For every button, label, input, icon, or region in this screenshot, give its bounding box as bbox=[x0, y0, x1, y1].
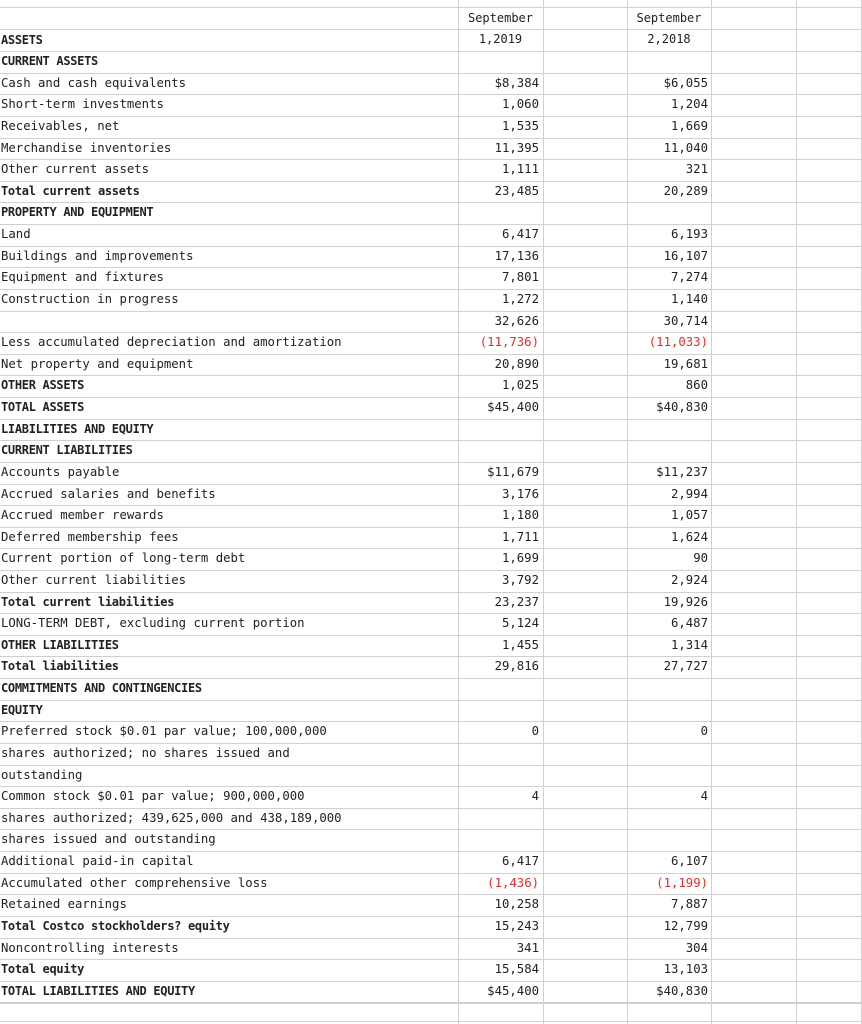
table-row bbox=[0, 440, 862, 462]
table-row bbox=[0, 30, 862, 52]
table-row bbox=[0, 808, 862, 830]
cell-2018[interactable]: $40,830 bbox=[656, 983, 708, 998]
row-label[interactable]: Other current liabilities bbox=[1, 573, 187, 587]
table-row bbox=[0, 656, 862, 678]
row-label[interactable]: PROPERTY AND EQUIPMENT bbox=[1, 205, 154, 220]
row-label[interactable]: Total liabilities bbox=[1, 659, 119, 674]
row-label[interactable]: ASSETS bbox=[1, 32, 43, 47]
table-row bbox=[0, 851, 862, 873]
cell-2019[interactable]: 5,124 bbox=[501, 616, 539, 631]
row-label[interactable]: LONG-TERM DEBT, excluding current portion bbox=[1, 616, 305, 631]
cell-2018[interactable]: $6,055 bbox=[663, 75, 708, 90]
table-row bbox=[0, 765, 862, 787]
table-row bbox=[0, 548, 862, 570]
cell-2018[interactable]: 20,289 bbox=[663, 183, 708, 198]
cell-2018[interactable]: 1,314 bbox=[670, 637, 708, 652]
cell-2019[interactable]: 29,816 bbox=[494, 659, 539, 674]
cell-2018[interactable]: 1,140 bbox=[670, 291, 708, 306]
cell-2019[interactable]: 1,711 bbox=[501, 529, 539, 544]
table-row bbox=[0, 743, 862, 765]
row-label[interactable]: TOTAL LIABILITIES AND EQUITY bbox=[1, 983, 195, 998]
row-label[interactable]: OTHER LIABILITIES bbox=[1, 637, 119, 652]
cell-2019[interactable]: 4 bbox=[531, 789, 539, 804]
row-label[interactable]: Total current liabilities bbox=[1, 594, 175, 609]
row-label[interactable]: COMMITMENTS AND CONTINGENCIES bbox=[1, 681, 202, 696]
table-row bbox=[0, 484, 862, 506]
table-row bbox=[0, 635, 862, 657]
cell-2019[interactable]: $8,384 bbox=[494, 75, 539, 90]
table-row bbox=[0, 829, 862, 851]
cell-2018[interactable]: 27,727 bbox=[663, 659, 708, 674]
row-label[interactable]: Total Costco stockholders? equity bbox=[1, 918, 230, 933]
row-label[interactable]: Accumulated other comprehensive loss bbox=[1, 875, 268, 890]
cell-2019[interactable]: 15,243 bbox=[494, 918, 539, 933]
cell-2019[interactable]: 1,272 bbox=[501, 291, 539, 306]
cell-2018[interactable]: 1,204 bbox=[670, 97, 708, 112]
table-row bbox=[0, 916, 862, 938]
row-label[interactable]: EQUITY bbox=[1, 702, 43, 717]
row-label[interactable]: Land bbox=[1, 227, 31, 242]
column-header-2019: September 1,2019 bbox=[467, 11, 534, 46]
cell-2019[interactable]: $45,400 bbox=[487, 400, 539, 415]
cell-2018[interactable]: 6,193 bbox=[670, 227, 708, 242]
cell-2019[interactable]: 0 bbox=[531, 724, 539, 739]
table-row bbox=[0, 94, 862, 116]
cell-2019[interactable]: 1,699 bbox=[501, 551, 539, 566]
table-row bbox=[0, 73, 862, 95]
cell-2019[interactable]: 7,801 bbox=[501, 270, 539, 285]
table-row bbox=[0, 786, 862, 808]
table-row bbox=[0, 354, 862, 376]
cell-2018[interactable]: $40,830 bbox=[656, 400, 708, 415]
row-label[interactable]: CURRENT ASSETS bbox=[1, 54, 98, 69]
row-label[interactable]: Total equity bbox=[1, 962, 85, 977]
cell-2019[interactable]: 1,180 bbox=[501, 508, 539, 523]
table-row bbox=[0, 592, 862, 614]
cell-2019[interactable]: 3,176 bbox=[501, 486, 539, 501]
cell-2018[interactable]: 860 bbox=[685, 378, 708, 393]
cell-2019[interactable]: 6,417 bbox=[501, 854, 539, 869]
column-header-2018: September 2,2018 bbox=[636, 11, 702, 46]
row-label[interactable]: Other current assets bbox=[1, 162, 150, 177]
table-row bbox=[0, 246, 862, 268]
cell-2018[interactable]: 2,924 bbox=[670, 573, 708, 587]
row-label[interactable]: OTHER ASSETS bbox=[1, 378, 85, 393]
cell-2018[interactable]: 2,994 bbox=[670, 486, 708, 501]
row-label[interactable]: Preferred stock $0.01 par value; 100,000,000 bbox=[1, 724, 327, 739]
table-row bbox=[0, 462, 862, 484]
cell-2018[interactable]: 30,714 bbox=[663, 313, 708, 328]
cell-2019[interactable]: 10,258 bbox=[494, 897, 539, 912]
table-row bbox=[0, 419, 862, 441]
cell-2018[interactable]: 1,624 bbox=[670, 529, 708, 544]
row-label[interactable]: Net property and equipment bbox=[1, 356, 194, 371]
cell-2018[interactable]: 11,040 bbox=[663, 140, 708, 155]
cell-2019[interactable]: 1,025 bbox=[501, 378, 539, 393]
row-label[interactable]: Short-term investments bbox=[1, 97, 164, 112]
table-row bbox=[0, 700, 862, 722]
cell-2018[interactable]: (11,033) bbox=[648, 335, 708, 350]
cell-2019[interactable]: (11,736) bbox=[479, 335, 539, 350]
row-label[interactable]: shares authorized; 439,625,000 and 438,189,000 bbox=[1, 810, 342, 825]
grid-line bbox=[0, 7, 862, 8]
table-row bbox=[0, 224, 862, 246]
table-row bbox=[0, 267, 862, 289]
table-row bbox=[0, 181, 862, 203]
cell-2019[interactable]: 1,455 bbox=[501, 637, 539, 652]
cell-2019[interactable]: 17,136 bbox=[494, 248, 539, 263]
row-label[interactable]: Common stock $0.01 par value; 900,000,000 bbox=[1, 789, 305, 804]
row-label[interactable]: CURRENT LIABILITIES bbox=[1, 443, 133, 458]
grid-line bbox=[0, 1021, 862, 1022]
cell-2018[interactable]: 12,799 bbox=[663, 918, 708, 933]
cell-2019[interactable]: 11,395 bbox=[494, 140, 539, 155]
table-row bbox=[0, 938, 862, 960]
row-label[interactable]: outstanding bbox=[1, 767, 83, 782]
row-label[interactable]: TOTAL ASSETS bbox=[1, 400, 85, 415]
row-label[interactable]: Current portion of long-term debt bbox=[1, 551, 246, 566]
cell-2019[interactable]: 1,535 bbox=[501, 118, 539, 133]
row-label[interactable]: Receivables, net bbox=[1, 118, 120, 133]
table-row bbox=[0, 202, 862, 224]
cell-2018[interactable]: 1,669 bbox=[670, 118, 708, 133]
cell-2018[interactable]: 7,274 bbox=[670, 270, 708, 285]
row-label[interactable]: Accrued salaries and benefits bbox=[1, 486, 216, 501]
cell-2018[interactable]: 321 bbox=[685, 162, 708, 177]
cell-2018[interactable]: 19,681 bbox=[663, 356, 708, 371]
cell-2019[interactable]: $11,679 bbox=[487, 464, 539, 479]
table-row bbox=[0, 289, 862, 311]
table-row bbox=[0, 570, 862, 592]
cell-2018[interactable]: 19,926 bbox=[663, 594, 708, 609]
table-row bbox=[0, 527, 862, 549]
table-row bbox=[0, 138, 862, 160]
cell-2019[interactable]: 1,060 bbox=[501, 97, 539, 112]
cell-2019[interactable]: 23,485 bbox=[494, 183, 539, 198]
table-row bbox=[0, 678, 862, 700]
cell-2018[interactable]: 6,487 bbox=[670, 616, 708, 631]
table-row bbox=[0, 873, 862, 895]
cell-2019[interactable]: 20,890 bbox=[494, 356, 539, 371]
cell-2018[interactable]: 304 bbox=[685, 940, 708, 955]
table-row bbox=[0, 613, 862, 635]
table-row bbox=[0, 332, 862, 354]
row-label[interactable]: Cash and cash equivalents bbox=[1, 75, 187, 90]
table-row bbox=[0, 51, 862, 73]
row-label[interactable]: Additional paid-in capital bbox=[1, 854, 194, 869]
table-row bbox=[0, 505, 862, 527]
cell-2018[interactable]: 0 bbox=[700, 724, 708, 739]
row-label[interactable]: Buildings and improvements bbox=[1, 248, 194, 263]
table-row bbox=[0, 116, 862, 138]
row-label[interactable]: Less accumulated depreciation and amortization bbox=[1, 335, 342, 350]
row-label[interactable]: Merchandise inventories bbox=[1, 140, 172, 155]
cell-2018[interactable]: (1,199) bbox=[656, 875, 708, 890]
row-label[interactable]: Retained earnings bbox=[1, 897, 127, 912]
row-label[interactable]: Construction in progress bbox=[1, 291, 179, 306]
cell-2018[interactable]: 4 bbox=[700, 789, 708, 804]
row-label[interactable]: LIABILITIES AND EQUITY bbox=[1, 421, 154, 436]
cell-2019[interactable]: 6,417 bbox=[501, 227, 539, 242]
table-row bbox=[0, 959, 862, 981]
row-label[interactable]: Total current assets bbox=[1, 183, 140, 198]
cell-2019[interactable]: (1,436) bbox=[487, 875, 539, 890]
table-row bbox=[0, 721, 862, 743]
cell-2018[interactable]: 90 bbox=[693, 551, 708, 566]
table-row bbox=[0, 894, 862, 916]
cell-2019[interactable]: 3,792 bbox=[501, 573, 539, 587]
cell-2019[interactable]: 23,237 bbox=[494, 594, 539, 609]
cell-2019[interactable]: $45,400 bbox=[487, 983, 539, 998]
cell-2018[interactable]: 7,887 bbox=[670, 897, 708, 912]
cell-2018[interactable]: $11,237 bbox=[656, 464, 708, 479]
table-row bbox=[0, 397, 862, 419]
row-label[interactable]: Accrued member rewards bbox=[1, 508, 164, 523]
grid-line bbox=[0, 1003, 862, 1004]
cell-2018[interactable]: 16,107 bbox=[663, 248, 708, 263]
cell-2019[interactable]: 1,111 bbox=[501, 162, 539, 177]
row-label[interactable]: Equipment and fixtures bbox=[1, 270, 164, 285]
cell-2019[interactable]: 32,626 bbox=[494, 313, 539, 328]
cell-2019[interactable]: 15,584 bbox=[494, 962, 539, 977]
cell-2019[interactable]: 341 bbox=[516, 940, 539, 955]
cell-2018[interactable]: 1,057 bbox=[670, 508, 708, 523]
row-label[interactable]: shares authorized; no shares issued and bbox=[1, 745, 290, 760]
row-label[interactable]: Deferred membership fees bbox=[1, 529, 179, 544]
table-row bbox=[0, 981, 862, 1003]
row-label[interactable]: shares issued and outstanding bbox=[1, 832, 216, 847]
cell-2018[interactable]: 13,103 bbox=[663, 962, 708, 977]
cell-2018[interactable]: 6,107 bbox=[670, 854, 708, 869]
row-label[interactable]: Accounts payable bbox=[1, 464, 120, 479]
table-row bbox=[0, 375, 862, 397]
table-row bbox=[0, 311, 862, 333]
row-label[interactable]: Noncontrolling interests bbox=[1, 940, 179, 955]
table-row bbox=[0, 159, 862, 181]
